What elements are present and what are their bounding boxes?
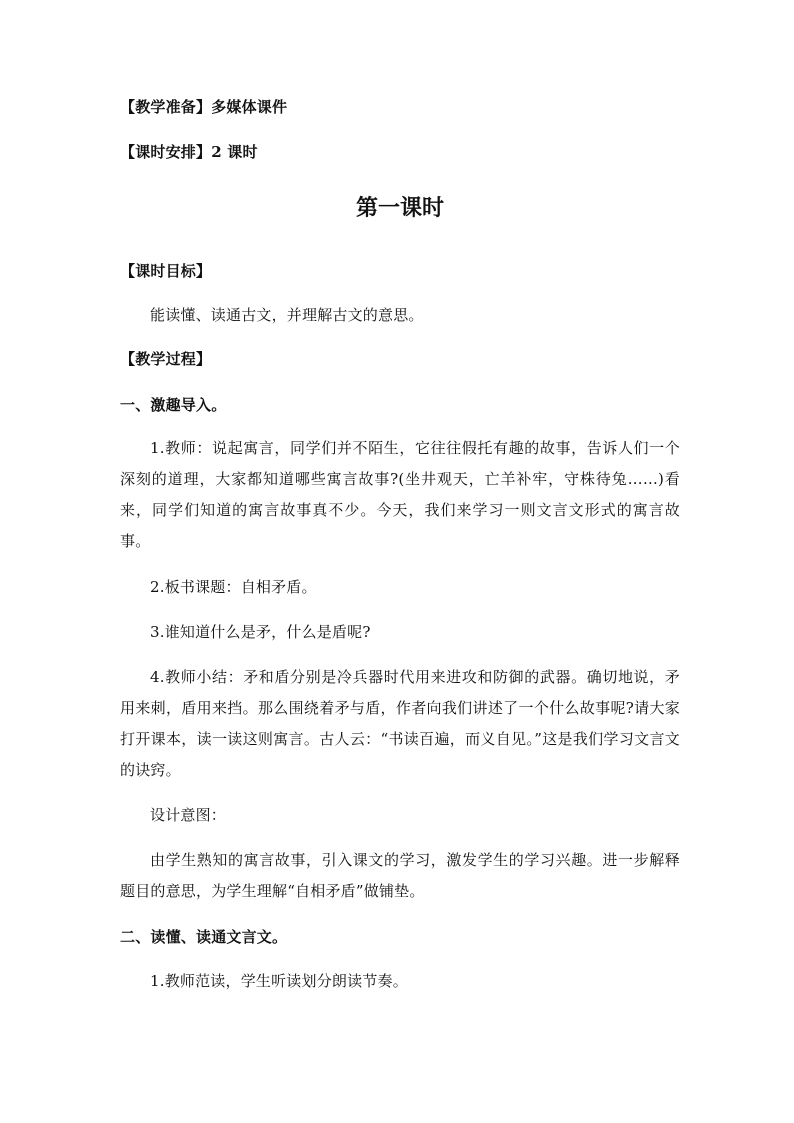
section-2-paragraph-1: 1.教师范读，学生听读划分朗读节奏。 bbox=[150, 972, 408, 990]
teaching-process-heading: 【教学过程】 bbox=[120, 350, 212, 368]
teaching-prep-value: 多媒体课件 bbox=[211, 98, 288, 116]
class-schedule-label: 【课时安排】 bbox=[120, 143, 212, 161]
teaching-prep-label: 【教学准备】 bbox=[120, 98, 212, 116]
section-1-paragraph-4: 4.教师小结：矛和盾分别是冷兵器时代用来进攻和防御的武器。确切地说，矛用来刺，盾用来挡。那么围绕着矛与盾，作者向我们讲述了一个什么故事呢?请大家打开课本，读一读这则寓言。古人云：“书读百遍，而义自见。”这是我们学习文言文的诀窍。 bbox=[120, 668, 680, 779]
section-1-paragraph-3: 3.谁知道什么是矛，什么是盾呢? bbox=[150, 623, 371, 641]
design-intent-text: 由学生熟知的寓言故事，引入课文的学习，激发学生的学习兴趣。进一步解释题目的意思，为学生理解“自相矛盾”做铺垫。 bbox=[120, 851, 680, 900]
section-1-paragraph-2: 2.板书课题：自相矛盾。 bbox=[150, 578, 317, 596]
section-2-heading: 二、读懂、读通文言文。 bbox=[120, 928, 288, 946]
class-schedule-value: 2 课时 bbox=[211, 143, 258, 161]
design-intent-label: 设计意图： bbox=[150, 806, 227, 824]
lesson-goal-heading: 【课时目标】 bbox=[120, 262, 212, 280]
lesson-title: 第一课时 bbox=[355, 196, 444, 221]
section-1-heading: 一、激趣导入。 bbox=[120, 396, 227, 414]
class-schedule-line bbox=[120, 137, 680, 168]
teaching-prep-line bbox=[120, 92, 680, 123]
section-1-paragraph-1: 1.教师：说起寓言，同学们并不陌生，它往往假托有趣的故事，告诉人们一个深刻的道理，大家都知道哪些寓言故事?(坐井观天，亡羊补牢，守株待兔……)看来，同学们知道的寓言故事真不少。今天，我们来学习一则文言文形式的寓言故事。 bbox=[120, 439, 680, 550]
lesson-goal-text: 能读懂、读通古文，并理解古文的意思。 bbox=[150, 306, 424, 324]
